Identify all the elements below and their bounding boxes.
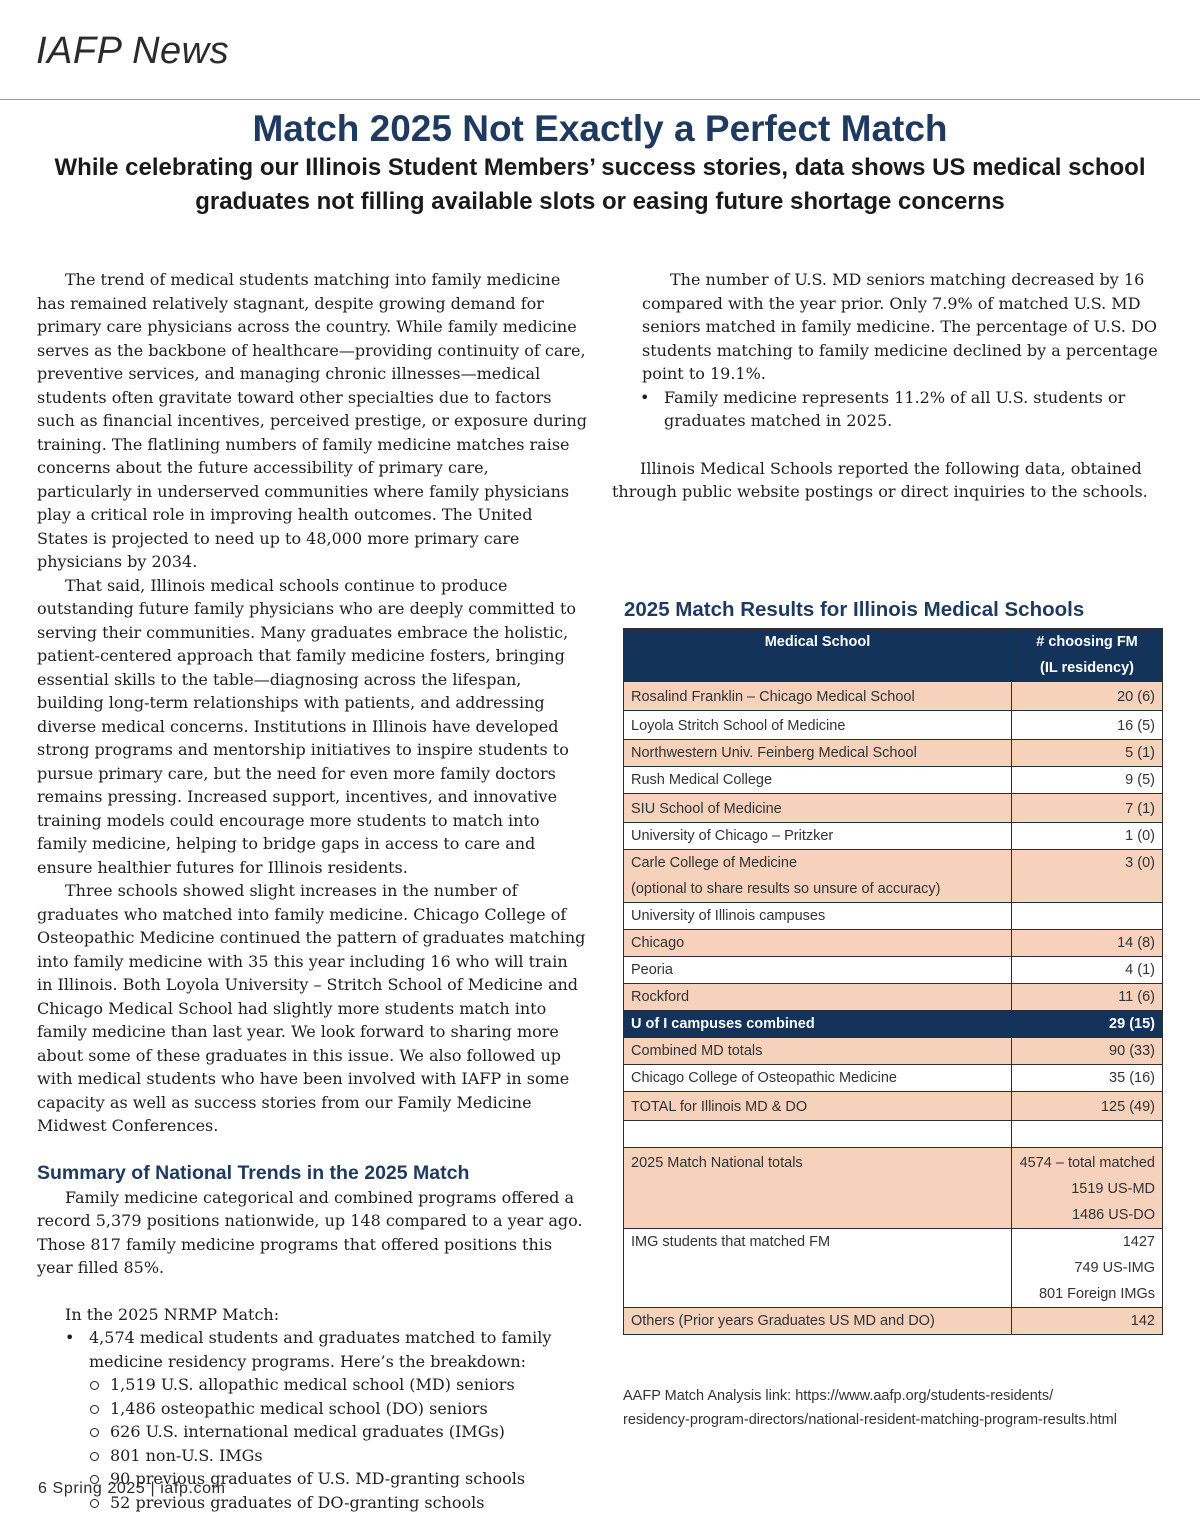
table-row: University of Illinois campuses xyxy=(624,903,1163,930)
table-row: Carle College of Medicine (optional to share results so unsure of accuracy) 3 (0) xyxy=(624,850,1163,903)
section-heading: Summary of National Trends in the 2025 Match xyxy=(37,1161,470,1184)
paragraph: Family medicine categorical and combined programs offered a record 5,379 positions nationwide, up 148 compared to a year ago. Those 817 family medicine programs that offered positions this year filled 85%. xyxy=(37,1187,583,1277)
table-row: University of Chicago – Pritzker 1 (0) xyxy=(624,823,1163,850)
list-item: • Family medicine represents 11.2% of all U.S. students or graduates matched in 2025. xyxy=(612,386,1167,433)
table-header-row xyxy=(624,629,1163,682)
paragraph: The number of U.S. MD seniors matching decreased by 16 compared with the year prior. Only 7.9% of matched U.S. MD seniors matched in family medicine. The percentage of U.S. DO students matching to family medicine declined by a percentage point to 19.1%. xyxy=(642,270,1158,383)
table-row: Loyola Stritch School of Medicine 16 (5) xyxy=(624,711,1163,740)
column-header-school: Medical School xyxy=(624,629,1012,682)
table-row: Peoria 4 (1) xyxy=(624,957,1163,984)
masthead: IAFP News xyxy=(36,30,230,72)
paragraph: Three schools showed slight increases in the number of graduates who matched into family medicine. Chicago College of Osteopathic Medicine continued the pattern of graduates matching into family medicine with 35 this year including 16 who will train in Illinois. Both Loyola University – Stritch School of Medicine and Chicago Medical School had slightly more students match into family medicine than last year. We look forward to sharing more about some of these graduates in this issue. We also followed up with medical students who have been involved with IAFP in some capacity as well as success stories from our Family Medicine Midwest Conferences. xyxy=(37,881,586,1135)
table-row: Rockford 11 (6) xyxy=(624,984,1163,1011)
list-item: 626 U.S. international medical graduates (IMGs) xyxy=(66,1420,587,1444)
table-row: Rosalind Franklin – Chicago Medical School 20 (6) xyxy=(624,682,1163,711)
left-column xyxy=(37,268,587,1514)
table-row: 2025 Match National totals 4574 – total matched 1519 US-MD 1486 US-DO xyxy=(624,1148,1163,1229)
table-row: Others (Prior years Graduates US MD and DO) 142 xyxy=(624,1308,1163,1335)
table-row: TOTAL for Illinois MD & DO 125 (49) xyxy=(624,1092,1163,1121)
paragraph: In the 2025 NRMP Match: xyxy=(65,1304,280,1324)
page-footer: 6 Spring 2025 | iafp.com xyxy=(38,1480,226,1497)
list-item: 1,486 osteopathic medical school (DO) seniors xyxy=(66,1397,587,1421)
table-title: 2025 Match Results for Illinois Medical Schools xyxy=(624,598,1085,621)
header-rule xyxy=(0,99,1200,100)
right-column xyxy=(612,268,1167,504)
table-row: Chicago 14 (8) xyxy=(624,930,1163,957)
bullet-list xyxy=(612,386,1167,433)
aafp-analysis-link[interactable]: AAFP Match Analysis link: https://www.aafp.org/students-residents/ residency-program-directors/national-resident-matching-program-results.html xyxy=(623,1388,1117,1428)
table-row: Chicago College of Osteopathic Medicine 35 (16) xyxy=(624,1065,1163,1092)
table-row: SIU School of Medicine 7 (1) xyxy=(624,794,1163,823)
table-row: Combined MD totals 90 (33) xyxy=(624,1038,1163,1065)
article-subhead: While celebrating our Illinois Student Members’ success stories, data shows US medical school graduates not filling available slots or easing future shortage concerns xyxy=(54,154,1146,215)
table-row: IMG students that matched FM 1427 749 US-IMG 801 Foreign IMGs xyxy=(624,1229,1163,1308)
list-item: • 4,574 medical students and graduates matched to family medicine residency programs. Here’s the breakdown: 1,519 U.S. allopathic medical school (MD) seniors 1,486 osteopathic medical school (DO) seniors 626 U.S. international medical graduates (IMGs) 801 non-U.S. IMGs 90 previous graduates of U.S. MD-granting schools 52 previous graduates of DO-granting schools xyxy=(37,1326,587,1514)
list-item: 90 previous graduates of U.S. MD-granting schools xyxy=(66,1467,587,1491)
paragraph: The trend of medical students matching into family medicine has remained relatively stagnant, despite growing demand for primary care physicians across the country. While family medicine serves as the backbone of healthcare—providing continuity of care, preventive services, and managing chronic illnesses—medical students often gravitate toward other specialties due to factors such as financial incentives, perceived prestige, or exposure during training. The flatlining numbers of family medicine matches raise concerns about the future accessibility of primary care, particularly in underserved communities where family physicians play a critical role in improving health outcomes. The United States is projected to need up to 48,000 more primary care physicians by 2034. xyxy=(37,270,587,571)
table-row-highlight: U of I campuses combined 29 (15) xyxy=(624,1011,1163,1038)
column-header-fm: # choosing FM (IL residency) xyxy=(1012,629,1163,682)
table-row-empty xyxy=(624,1121,1163,1148)
match-results-table xyxy=(623,628,1163,1335)
paragraph: That said, Illinois medical schools continue to produce outstanding future family physicians who are deeply committed to serving their communities. Many graduates embrace the holistic, patient-centered approach that family medicine fosters, bringing essential skills to the table—diagnosing across the lifespan, building long-term relationships with patients, and addressing diverse medical concerns. Institutions in Illinois have developed strong programs and mentorship initiatives to inspire students to pursue primary care, but the need for even more family doctors remains pressing. Increased support, incentives, and innovative training models could encourage more students to match into family medicine, helping to bridge gaps in access to care and ensure healthier futures for Illinois residents. xyxy=(37,575,577,877)
list-item: 1,519 U.S. allopathic medical school (MD) seniors xyxy=(66,1373,587,1397)
paragraph: Illinois Medical Schools reported the following data, obtained through public website postings or direct inquiries to the schools. xyxy=(612,458,1148,501)
table-row: Northwestern Univ. Feinberg Medical School 5 (1) xyxy=(624,740,1163,767)
table-row: Rush Medical College 9 (5) xyxy=(624,767,1163,794)
list-item: 801 non-U.S. IMGs xyxy=(66,1444,587,1468)
list-item: 52 previous graduates of DO-granting schools xyxy=(66,1491,587,1515)
article-headline: Match 2025 Not Exactly a Perfect Match xyxy=(252,108,948,149)
